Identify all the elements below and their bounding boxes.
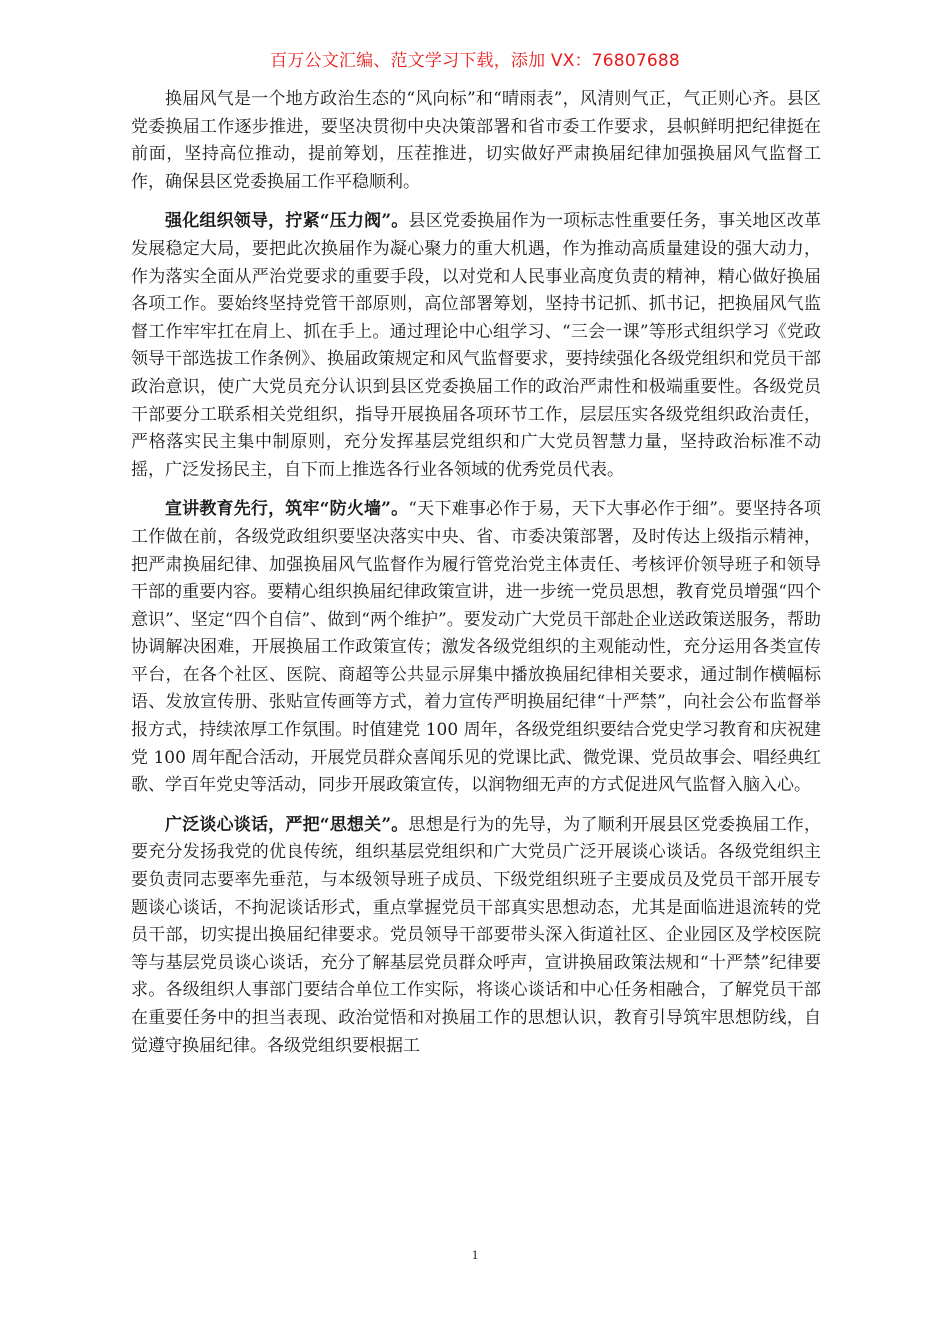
section-heading: 强化组织领导，拧紧“压力阀”。 — [165, 211, 409, 232]
section-heading: 广泛谈心谈话，严把“思想关”。 — [165, 814, 409, 835]
paragraph-text: 思想是行为的先导，为了顺利开展县区党委换届工作，要充分发扬我党的优良传统，组织基层党组织和广大党员广泛开展谈心谈话。各级党组织主要负责同志要率先垂范，与本级领导班子成员、下级党组织班子主要成员及党员干部开展专题谈心谈话，不拘泥谈话形式，重点掌握党员干部真实思想动态，尤其是面临进退流转的党员干部，切实提出换届纪律要求。党员领导干部要带头深入街道社区、企业园区及学校医院等与基层党员谈心谈话，充分了解基层党员群众呼声，宣讲换届政策法规和“十严禁”纪律要求。各级组织人事部门要结合单位工作实际，将谈心谈话和中心任务相融合，了解党员干部在重要任务中的担当表现、政治觉悟和对换届工作的思想认识，教育引导筑牢思想防线，自觉遵守换届纪律。各级党组织要根据工 — [131, 814, 822, 1056]
paragraph-text: 县区党委换届作为一项标志性重要任务，事关地区改革发展稳定大局，要把此次换届作为凝心聚力的重大机遇，作为推动高质量建设的强大动力，作为落实全面从严治党要求的重要手段，以对党和人民事业高度负责的精神，精心做好换届各项工作。要始终坚持党管干部原则，高位部署筹划，坚持书记抓、抓书记，把换届风气监督工作牢牢扛在肩上、抓在手上。通过理论中心组学习、“三会一课”等形式组织学习《党政领导干部选拔工作条例》、换届政策规定和风气监督要求，要持续强化各级党组织和党员干部政治意识，使广大党员充分认识到县区党委换届工作的政治严肃性和极端重要性。各级党员干部要分工联系相关党组织，指导开展换届各项环节工作，层层压实各级党组织政治责任，严格落实民主集中制原则，充分发挥基层党组织和广大党员智慧力量，坚持政治标准不动摇，广泛发扬民主，自下而上推选各行业各领域的优秀党员代表。 — [131, 211, 822, 480]
paragraph-text: “天下难事必作于易，天下大事必作于细”。要坚持各项工作做在前，各级党政组织要坚决落实中央、省、市委决策部署，及时传达上级指示精神，把严肃换届纪律、加强换届风气监督作为履行管党治党主体责任、考核评价领导班子和领导干部的重要内容。要精心组织换届纪律政策宣讲，进一步统一党员思想，教育党员增强“四个意识”、坚定“四个自信”、做到“两个维护”。要发动广大党员干部赴企业送政策送服务，帮助协调解决困难，开展换届工作政策宣传；激发各级党组织的主观能动性，充分运用各类宣传平台，在各个社区、医院、商超等公共显示屏集中播放换届纪律相关要求，通过制作横幅标语、发放宣传册、张贴宣传画等方式，着力宣传严明换届纪律“十严禁”，向社会公布监督举报方式，持续浓厚工作氛围。时值建党 100 周年，各级党组织要结合党史学习教育和庆祝建党 100 周年配合活动，开展党员群众喜闻乐见的党课比武、微党课、党员故事会、唱经典红歌、学百年党史等活动，同步开展政策宣传，以润物细无声的方式促进风气监督入脑入心。 — [131, 499, 821, 796]
paragraph-text: 换届风气是一个地方政治生态的“风向标”和“晴雨表”，风清则气正，气正则心齐。县区党委换届工作逐步推进，要坚决贯彻中央决策部署和省市委工作要求，县帜鲜明把纪律挺在前面，坚持高位推动，提前筹划，压茬推进，切实做好严肃换届纪律加强换届风气监督工作，确保县区党委换届工作平稳顺利。 — [131, 89, 821, 192]
document-body — [131, 86, 821, 1072]
section-paragraph-organization — [131, 208, 821, 484]
promo-header: 百万公文汇编、范文学习下载，添加 VX：76807688 — [270, 51, 680, 71]
section-paragraph-talks — [131, 812, 821, 1060]
page-number: 1 — [471, 1247, 479, 1262]
section-paragraph-education — [131, 496, 821, 800]
section-heading: 宣讲教育先行，筑牢“防火墙”。 — [165, 499, 409, 520]
intro-paragraph — [131, 86, 821, 196]
